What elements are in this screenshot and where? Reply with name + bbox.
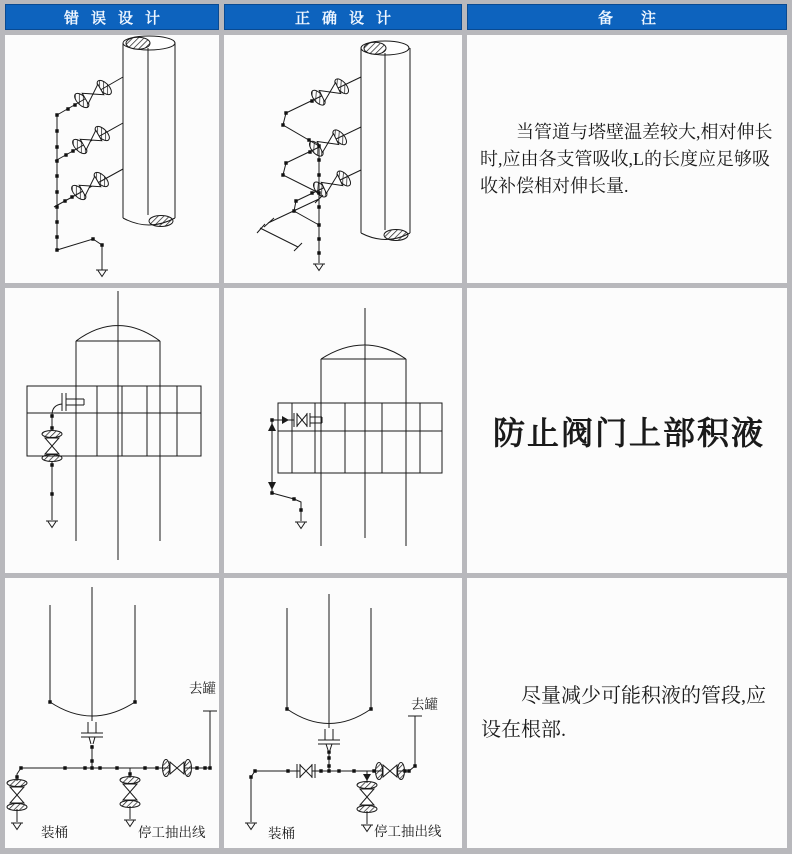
valve-icon — [357, 782, 377, 813]
pipe-end-icon — [46, 521, 58, 528]
dimension-L-marks — [257, 195, 323, 251]
flow-arrow-icon — [363, 774, 371, 781]
valve-icon — [69, 122, 113, 159]
bottom-nozzle-flange — [318, 729, 340, 750]
vessel-dome — [321, 308, 406, 546]
note-row2: 防止阀门上部积液 — [493, 414, 766, 451]
valve-icon — [163, 760, 192, 777]
row3-notes-cell — [467, 578, 787, 848]
label-drum-filling: 装桶 — [268, 826, 295, 841]
label-to-tank: 去罐 — [189, 681, 216, 696]
bottom-nozzle-flange — [81, 722, 103, 744]
tower — [123, 36, 175, 227]
row2-wrong-design-cell — [5, 288, 219, 573]
drain-piping — [52, 404, 62, 520]
valve-icon — [310, 167, 354, 201]
diagram-row1-wrong-tower-branches — [5, 35, 219, 283]
row1-wrong-design-cell — [5, 35, 219, 283]
header-notes-label: 备注 — [597, 9, 684, 27]
row1-notes-cell — [467, 35, 787, 283]
header-correct-design — [224, 4, 462, 30]
valve-icon — [308, 75, 352, 110]
valve-icon — [376, 763, 405, 780]
diagram-row2-wrong-vessel-platform — [5, 288, 219, 573]
header-wrong-design-label: 错误设计 — [63, 9, 172, 27]
row3-wrong-design-cell — [5, 578, 219, 848]
fitting-dots — [251, 709, 415, 777]
row2-correct-design-cell — [224, 288, 462, 573]
label-shutdown-drawoff: 停工抽出线 — [138, 825, 206, 840]
fitting-dots — [283, 101, 319, 253]
nozzle-flange — [62, 393, 84, 411]
pipe-end-icon — [313, 264, 325, 271]
tower — [361, 41, 410, 241]
vessel-dished-bottom — [287, 594, 371, 728]
row3-correct-design-cell — [224, 578, 462, 848]
pipe-end-icon — [245, 823, 257, 830]
drain-piping — [268, 420, 301, 521]
row2-notes-cell — [467, 288, 787, 573]
platform-grating — [278, 403, 442, 473]
valve-icon — [42, 431, 62, 462]
pipe-end-icon — [295, 522, 307, 529]
pipe-end-icon — [124, 820, 136, 827]
row1-correct-design-cell — [224, 35, 462, 283]
label-to-tank: 去罐 — [411, 697, 438, 712]
diagram-row3-wrong-drum-drawoff — [5, 578, 219, 848]
header-correct-design-label: 正确设计 — [294, 9, 403, 27]
pipe-end-icon — [11, 823, 23, 830]
diagram-row3-correct-drum-drawoff — [224, 578, 462, 848]
valve-icon — [68, 168, 112, 205]
valve-icon — [7, 780, 27, 811]
note-row1: 当管道与塔壁温差较大,相对伸长时,应由各支管吸收,L的长度应足够吸收补偿相对伸长量. — [480, 121, 773, 196]
note-row3: 尽量减少可能积液的管段,应设在根部. — [481, 685, 766, 741]
label-shutdown-drawoff: 停工抽出线 — [374, 824, 442, 839]
vessel-dished-bottom — [50, 587, 135, 721]
valve-icon — [71, 76, 115, 113]
root-valve-left — [297, 764, 315, 778]
diagram-row2-correct-vessel-platform — [224, 288, 462, 573]
pipe-end-icon — [96, 270, 108, 277]
valve-icon — [306, 126, 350, 161]
diagram-row1-correct-tower-branches — [224, 35, 462, 283]
header-wrong-design — [5, 4, 219, 30]
pipe-end-icon — [361, 825, 373, 832]
valve-icon — [120, 777, 140, 808]
label-drum-filling: 装桶 — [41, 825, 68, 840]
header-notes — [467, 4, 787, 30]
